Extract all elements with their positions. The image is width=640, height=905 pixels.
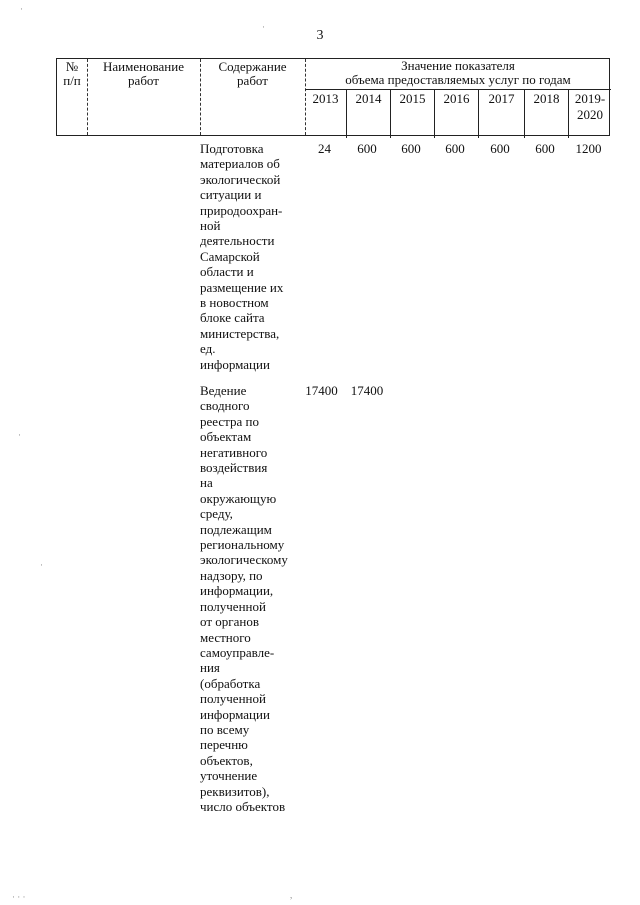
- row-2-value-2013: 17400: [305, 383, 338, 398]
- year-2015: 2015: [390, 90, 434, 138]
- row-1-value-2016: 600: [445, 141, 465, 156]
- scan-speck: ·: [262, 22, 265, 32]
- row-1-value-2015: 600: [401, 141, 421, 156]
- header-num: № п/п: [63, 59, 81, 88]
- year-2016: 2016: [434, 90, 478, 138]
- scan-speck: ·: [18, 430, 21, 440]
- row-1-value-2017: 600: [490, 141, 510, 156]
- year-2017: 2017: [478, 90, 524, 138]
- page-number: 3: [316, 28, 324, 43]
- row-2-content: Ведение сводного реестра по объектам негативного воздействия на окружающую среду, подлежащим региональному экологическому надзору, по информации, полученной от органов местного самоуправле- ния (обработка полученной информации по всему перечню объектов, уточнение реквизитов), число объектов: [200, 383, 288, 814]
- row-1-value-2013: 24: [318, 141, 331, 156]
- year-2013: 2013: [312, 91, 339, 106]
- header-content: Содержание работ: [218, 59, 287, 88]
- year-2014: 2014: [346, 90, 390, 138]
- scan-speck: ·: [20, 4, 23, 14]
- year-2019-2020: 2019- 2020: [568, 90, 611, 138]
- scan-speck: · · ·: [12, 892, 26, 902]
- table-header: [56, 58, 610, 136]
- scan-speck: ,: [290, 890, 293, 900]
- header-group-title: Значение показателя объема предоставляемых услуг по годам: [345, 58, 571, 87]
- scan-speck: ·: [40, 560, 43, 570]
- row-1-value-2019-2020: 1200: [575, 141, 602, 156]
- row-1-content: Подготовка материалов об экологической ситуации и природоохран- ной деятельности Самарской области и размещение их в новостном блоке сайта министерства, ед. информации: [200, 141, 284, 372]
- row-1-value-2014: 600: [357, 141, 377, 156]
- header-name: Наименование работ: [103, 59, 184, 88]
- row-1-value-2018: 600: [535, 141, 555, 156]
- year-2018: 2018: [524, 90, 568, 138]
- row-2-value-2014: 17400: [350, 383, 384, 398]
- years-row: [305, 89, 611, 138]
